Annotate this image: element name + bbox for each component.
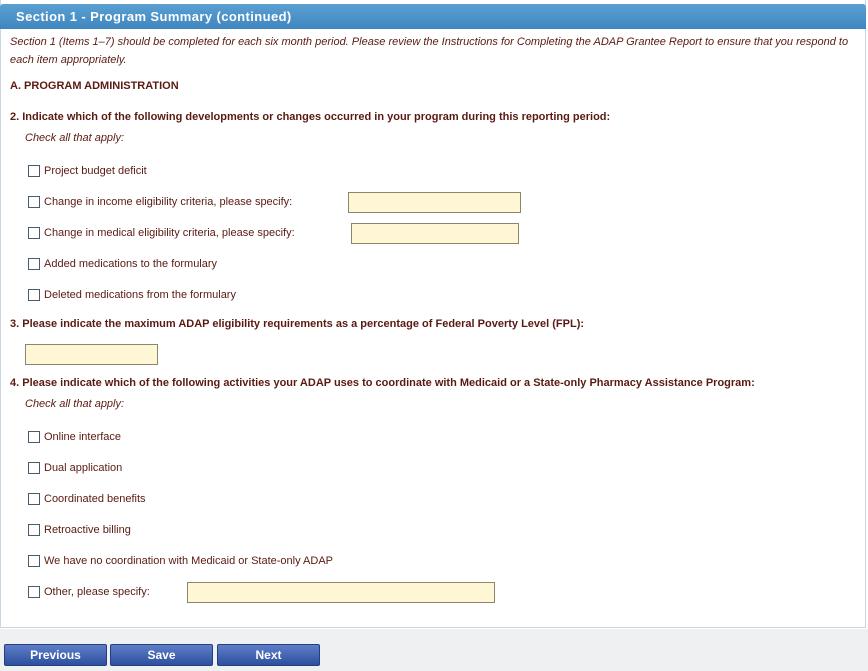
- option-label: Retroactive billing: [44, 524, 131, 536]
- section-header: [0, 4, 866, 29]
- checkbox-medical-eligibility[interactable]: [28, 227, 40, 239]
- q4-option-coordinated-benefits: [28, 492, 146, 506]
- q2-option-medical-eligibility: [28, 226, 295, 240]
- q2-option-income-eligibility: [28, 195, 292, 209]
- save-button[interactable]: Save: [110, 644, 213, 666]
- question-2: 2. Indicate which of the following developments or changes occurred in your program during this reporting period:: [10, 111, 611, 123]
- q4-hint: Check all that apply:: [25, 398, 125, 410]
- option-label: Added medications to the formulary: [44, 258, 218, 270]
- q2-hint: Check all that apply:: [25, 132, 125, 144]
- medical-eligibility-input[interactable]: [351, 223, 519, 244]
- checkbox-online-interface[interactable]: [28, 431, 40, 443]
- question-3: 3. Please indicate the maximum ADAP eligibility requirements as a percentage of Federal Poverty Level (FPL):: [10, 318, 585, 330]
- q4-option-retroactive-billing: [28, 523, 131, 537]
- checkbox-income-eligibility[interactable]: [28, 196, 40, 208]
- checkbox-no-coordination[interactable]: [28, 555, 40, 567]
- option-label: Online interface: [44, 431, 122, 443]
- q2-option-added-medications: [28, 257, 217, 271]
- option-label: Deleted medications from the formulary: [44, 289, 236, 301]
- other-specify-input[interactable]: [187, 582, 495, 603]
- q4-option-no-coordination: [28, 554, 333, 568]
- option-label: We have no coordination with Medicaid or State-only ADAP: [44, 555, 334, 567]
- fpl-percentage-input[interactable]: [25, 344, 158, 365]
- q4-option-dual-application: [28, 461, 122, 475]
- income-eligibility-input[interactable]: [348, 192, 521, 213]
- checkbox-coordinated-benefits[interactable]: [28, 493, 40, 505]
- option-label: Change in medical eligibility criteria, please specify:: [44, 227, 295, 239]
- checkbox-deleted-medications[interactable]: [28, 289, 40, 301]
- checkbox-retroactive-billing[interactable]: [28, 524, 40, 536]
- checkbox-dual-application[interactable]: [28, 462, 40, 474]
- previous-button[interactable]: Previous: [4, 644, 107, 666]
- q2-option-budget-deficit: [28, 164, 147, 178]
- next-button[interactable]: Next: [217, 644, 320, 666]
- q4-option-online-interface: [28, 430, 121, 444]
- option-label: Coordinated benefits: [44, 493, 146, 505]
- option-label: Other, please specify:: [44, 586, 150, 598]
- option-label: Project budget deficit: [44, 165, 147, 177]
- q4-option-other: [28, 585, 150, 599]
- intro-text: Section 1 (Items 1–7) should be completed for each six month period. Please review the Instructions for Completing the ADAP Grantee Report to ensure that you respond to each item appropriately.: [10, 36, 849, 66]
- section-a-heading: A. PROGRAM ADMINISTRATION: [10, 80, 179, 92]
- checkbox-other[interactable]: [28, 586, 40, 598]
- checkbox-added-medications[interactable]: [28, 258, 40, 270]
- checkbox-budget-deficit[interactable]: [28, 165, 40, 177]
- section-title: Section 1 - Program Summary (continued): [16, 9, 292, 24]
- question-4: 4. Please indicate which of the following activities your ADAP uses to coordinate with Medicaid or a State-only Pharmacy Assistance Program:: [10, 377, 755, 389]
- q2-option-deleted-medications: [28, 288, 236, 302]
- option-label: Dual application: [44, 462, 123, 474]
- option-label: Change in income eligibility criteria, please specify:: [44, 196, 293, 208]
